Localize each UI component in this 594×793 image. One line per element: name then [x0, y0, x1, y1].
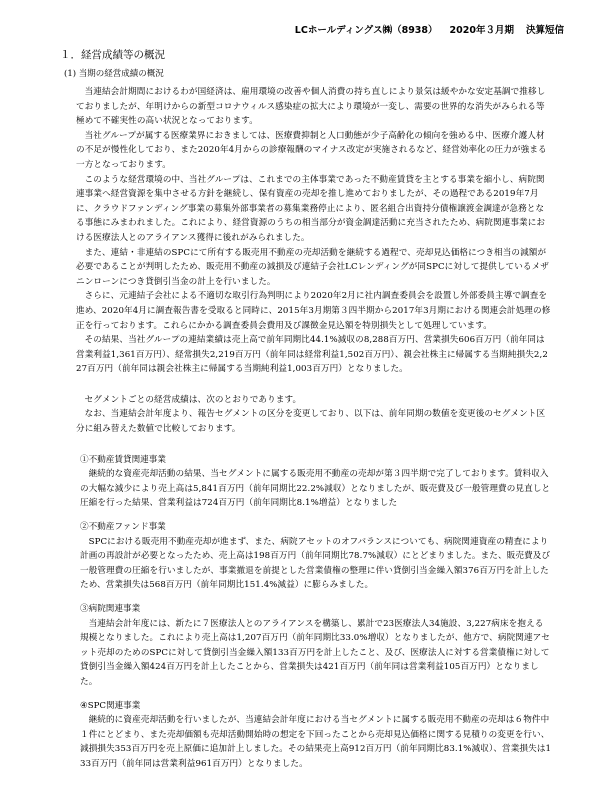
- segment-title-spc: ④SPC関連事業: [80, 700, 141, 711]
- paragraph-business-environment: このような経営環境の中、当社グループは、これまでの主体事業であった不動産賃貸を主とする事業を縮小し、病院関連事業へ経営資源を集中させる方針を継続し、保有資産の売却を推し進めておりましたが、その過程である2019年7月に、クラウドファンディング事業の募集外部事業者の募集業務停止により、匿名組合出資持分債権譲渡金調達が急務となる事態にみまわれました。これにより、経営資源のうちの相当部分が資金調達活動に充当されたため、病院関連事業における医療法人とのアライアンス獲得に後れがみられました。: [76, 174, 546, 243]
- paragraph-spc-impairment: また、連結・非連結のSPCにて所有する販売用不動産の売却活動を継続する過程で、売却見込価格につき相当の減額が必要であることが判明したため、販売用不動産の減損及び連結子会社LCレンディングが同SPCに対して提供しているメザニンローンにつき貸倒引当金の計上を行いました。: [76, 247, 549, 287]
- paragraph-economy: 当連結会計期間におけるわが国経済は、雇用環境の改善や個人消費の持ち直しにより景気は緩やかな安定基調で推移しておりましたが、年明けからの新型コロナウィルス感染症の拡大により環境が一変し、需要の世界的な消失がみられる等極めて不確実性の高い状況となっております。: [76, 87, 546, 127]
- segment-title-real-estate-rental: ①不動産賃貸関連事業: [80, 454, 166, 465]
- segment-text-hospital: 当連結会計年度には、新たに７医療法人とのアライアンスを構築し、累計で23医療法人34施設、3,227病床を抱える規模となりました。これにより売上高は1,207百万円（前年同期比33.0%増収）となりましたが、他方で、病院関連アセット売却のためのSPCに対して貸倒引当金繰入額133百万円を計上したこと、及び、医療法人に対する営業債権に対して貸倒引当金繰入額424百万円を計上したことから、営業損失は421百万円（前年同は営業利益105百万円）となりました。: [80, 618, 550, 687]
- segment-note: なお、当連結会計年度より、報告セグメントの区分を変更しており、以下は、前年同期の数値を変更後のセグメント区分に組み替えた数値で比較しております。: [76, 409, 546, 435]
- paragraph-medical-industry: 当社グループが属する医療業界におきましては、医療費抑制と人口動態が少子高齢化の傾向を強める中、医療介護人材の不足が慢性化しており、また2020年4月からの診療報酬のマイナス改定が実施されるなど、経営効率化の圧力が強まる一方となっております。: [76, 130, 547, 170]
- segment-title-hospital: ③病院関連事業: [80, 604, 141, 614]
- subsection-title: (1) 当期の経営成績の概況: [64, 69, 164, 79]
- segment-text-real-estate-rental: 継続的な資産売却活動の結果、当セグメントに属する販売用不動産の売却が第３四半期で完了しております。賃料収入の大幅な減少により売上高は5,841百万円（前年同期比22.2%減収）となりましたが、販売費及び一般管理費の見直しと圧縮を行った結果、営業利益は724百万円（前年同期比8.1%増益）となりました: [80, 469, 551, 509]
- document-body: [76, 85, 552, 772]
- header-report-type: 決算短信: [525, 25, 564, 36]
- header-company: LCホールディングス㈱（8938）: [294, 25, 438, 36]
- paragraph-investigation: さらに、元連結子会社による不適切な取引行為判明により2020年2月に社内調査委員会を設置し外部委員主導で調査を進め、2020年4月に調査報告書を受取ると同時に、2015年3月期第３四半期から2017年3月期における関連会計処理の修正を行っております。これらにかかる調査委員会費用及び課徴金見込額を特別損失として処理しています。: [76, 291, 551, 331]
- segment-text-real-estate-fund: SPCにおける販売用不動産売却が進まず、また、病院アセットのオフバランスについても、病院関連資産の精査により計画の再設計が必要となったため、売上高は198百万円（前年同期比78.7%減収）にとどまりました。また、販売費及び一般管理費の圧縮を行いましたが、事業撤退を前提とした営業債権の整理に伴い貸倒引当金繰入額376百万円を計上したため、営業損失は568百万円（前年同期比151.4%減益）に膨らみました。: [80, 536, 551, 591]
- section-title: １．経営成績等の概況: [60, 49, 165, 61]
- page-header: [60, 22, 564, 36]
- segment-intro: セグメントごとの経営成績は、次のとおりであります。: [84, 394, 302, 405]
- paragraph-results: その結果、当社グループの連結業績は売上高で前年同期比44.1%減収の8,288百万円、営業損失606百万円（前年同は営業利益1,361百万円）、経常損失2,219百万円（前年同は経常利益1,502百万円）、親会社株主に帰属する当期純損失2,227百万円（前年同は親会社株主に帰属する当期純利益1,003百万円）となりました。: [76, 335, 548, 375]
- segment-title-real-estate-fund: ②不動産ファンド事業: [80, 522, 166, 533]
- segment-text-spc: 継続的に資産売却活動を行いましたが、当連結会計年度における当セグメントに属する販売用不動産の売却は６物件中１件にとどまり、また売却価額も売却活動開始時の想定を下回ったことから売却見込価格に関する見積りの変更を行い、減損損失353百万円を売上原価に追加計上しました。その結果売上高912百万円（前年同期比83.1%減収）、営業損失は133百万円（前年同は営業利益961百万円）となりました。: [80, 715, 552, 769]
- header-period: 2020年３月期: [449, 25, 514, 36]
